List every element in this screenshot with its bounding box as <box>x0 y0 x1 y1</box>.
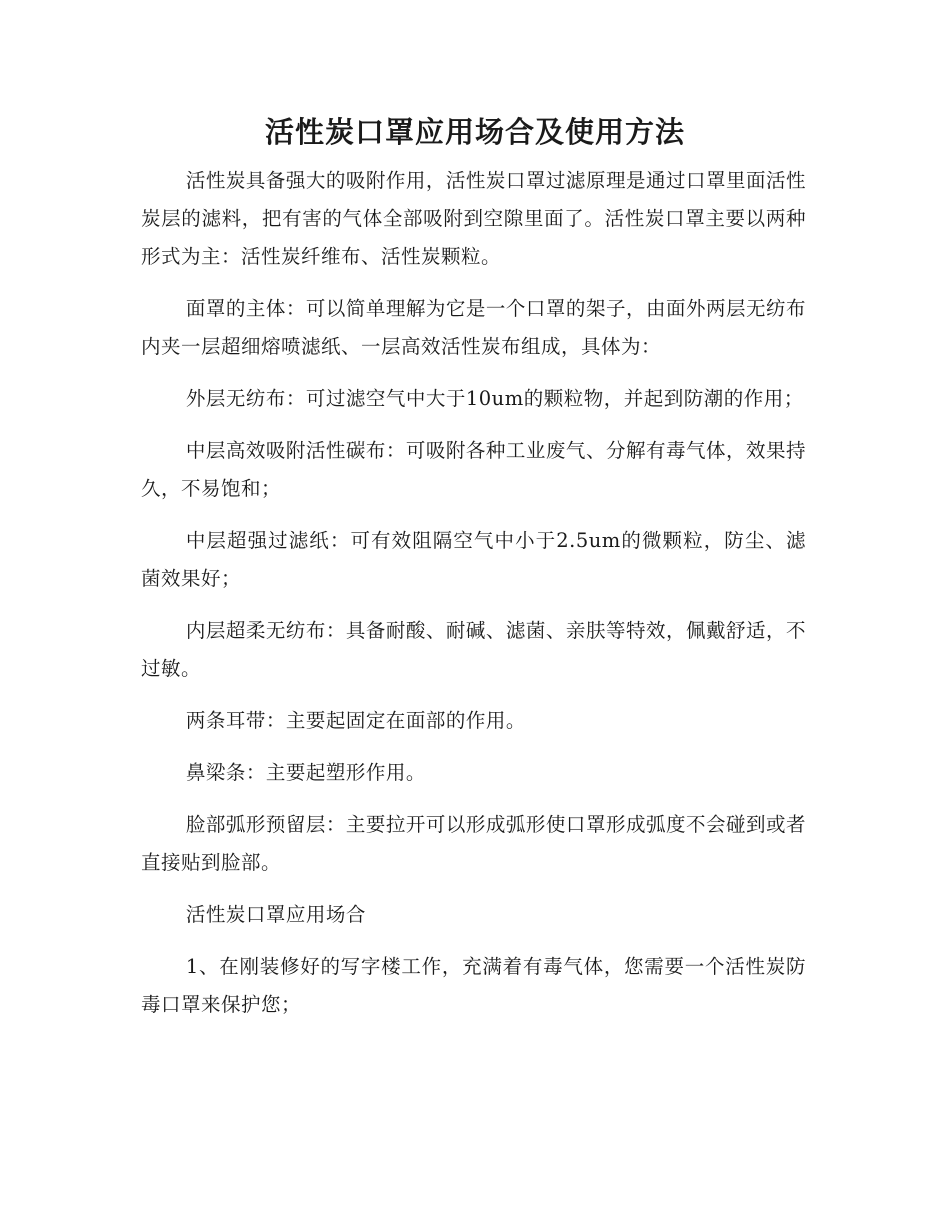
section-heading-applications: 活性炭口罩应用场合 <box>185 903 366 926</box>
paragraph-mask-body: 面罩的主体：可以简单理解为它是一个口罩的架子，由面外两层无纺布内夹一层超细熔喷滤纸、一层高效活性炭布组成，具体为： <box>141 297 806 358</box>
paragraph-nose-strip: 鼻梁条：主要起塑形作用。 <box>185 761 426 784</box>
paragraph-intro: 活性炭具备强大的吸附作用，活性炭口罩过滤原理是通过口罩里面活性炭层的滤料，把有害的气体全部吸附到空隙里面了。活性炭口罩主要以两种形式为主：活性炭纤维布、活性炭颗粒。 <box>141 169 806 268</box>
paragraph-face-layer: 脸部弧形预留层：主要拉开可以形成弧形使口罩形成弧度不会碰到或者直接贴到脸部。 <box>141 813 806 874</box>
paragraph-inner-layer: 内层超柔无纺布：具备耐酸、耐碱、滤菌、亲肤等特效，佩戴舒适，不过敏。 <box>141 619 806 680</box>
paragraph-ear-straps: 两条耳带：主要起固定在面部的作用。 <box>185 709 526 732</box>
paragraph-carbon-layer: 中层高效吸附活性碳布：可吸附各种工业废气、分解有毒气体，效果持久，不易饱和； <box>141 439 806 500</box>
paragraph-application-1: 1、在刚装修好的写字楼工作，充满着有毒气体，您需要一个活性炭防毒口罩来保护您； <box>141 955 806 1016</box>
paragraph-filter-paper: 中层超强过滤纸：可有效阻隔空气中小于2.5um的微颗粒，防尘、滤菌效果好； <box>141 529 806 590</box>
document-title: 活性炭口罩应用场合及使用方法 <box>264 115 685 149</box>
document-body <box>141 162 806 1038</box>
paragraph-outer-layer: 外层无纺布：可过滤空气中大于10um的颗粒物，并起到防潮的作用； <box>185 387 804 410</box>
